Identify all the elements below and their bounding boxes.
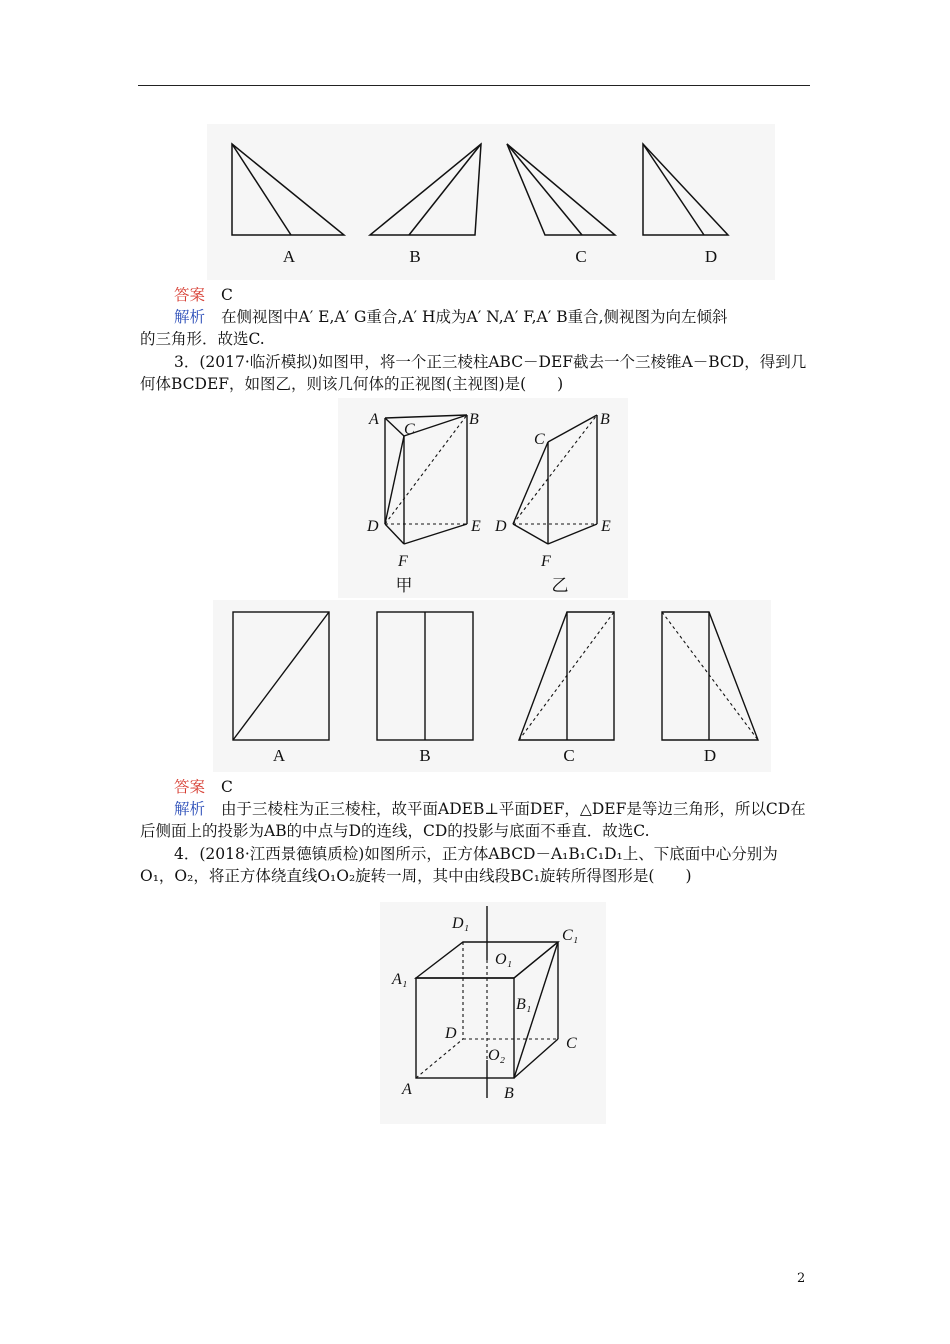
- option-label: D: [703, 746, 717, 765]
- vertex-label: B: [600, 411, 610, 428]
- vertex-label: B₁: [516, 996, 532, 1013]
- vertex-label: E: [601, 518, 611, 535]
- triangle-option-c: [507, 144, 615, 235]
- option-label: A: [272, 746, 286, 765]
- q3-question-line1: 3．(2017·临沂模拟)如图甲，将一个正三棱柱ABC－DEF截去一个三棱锥A－BCD，得到几: [174, 353, 807, 371]
- vertex-label: A: [369, 411, 379, 428]
- option-label: D: [704, 247, 718, 266]
- q2-analysis-line2: 的三角形．故选C.: [140, 330, 265, 348]
- analysis-text: 在侧视图中A′ E,A′ G重合,A′ H成为A′ N,A′ F,A′ B重合,侧视图为向左倾斜: [221, 308, 728, 326]
- figure-front-view-svg: [213, 600, 771, 772]
- vertex-label: B: [469, 411, 479, 428]
- figure-caption-jia: 甲: [395, 576, 413, 595]
- vertex-label: D: [367, 518, 379, 535]
- vertex-label: E: [471, 518, 481, 535]
- figure-cube-svg: [380, 902, 606, 1124]
- vertex-label: B: [504, 1085, 514, 1102]
- figure-side-view-svg: [207, 124, 775, 280]
- figure-side-view-options: [207, 124, 775, 280]
- q3-answer-line: [140, 776, 846, 798]
- option-label: A: [282, 247, 296, 266]
- vertex-label: C: [566, 1035, 577, 1052]
- option-label: C: [563, 746, 575, 765]
- q3-analysis-line1: [140, 798, 846, 820]
- analysis-text: 由于三棱柱为正三棱柱，故平面ADEB⊥平面DEF，△DEF是等边三角形，所以CD在: [221, 800, 806, 818]
- triangle-option-b: [370, 144, 481, 235]
- vertex-label: O₂: [488, 1047, 506, 1064]
- triangle-option-a: [232, 144, 344, 235]
- analysis-tag: 解析: [174, 800, 206, 818]
- vertex-label: D₁: [452, 915, 470, 932]
- analysis-tag: 解析: [174, 308, 206, 326]
- option-label: B: [419, 746, 431, 765]
- vertex-label: A: [402, 1081, 412, 1098]
- vertex-label: F: [541, 553, 551, 570]
- page-number: 2: [797, 1271, 806, 1286]
- answer-value: C: [221, 286, 233, 304]
- figure-prism-jia-yi: [338, 398, 628, 598]
- figure-caption-yi: 乙: [551, 576, 569, 595]
- q2-answer-line: [140, 284, 846, 306]
- q3-question-line2: 何体BCDEF，如图乙，则该几何体的正视图(主视图)是( ): [140, 375, 564, 393]
- answer-tag: 答案: [174, 778, 206, 796]
- q2-analysis-line1: [140, 306, 846, 328]
- q3-analysis-line2: 后侧面上的投影为AB的中点与D的连线，CD的投影与底面不垂直．故选C.: [140, 822, 650, 840]
- vertex-label: C: [534, 431, 545, 448]
- q4-question-line1: 4．(2018·江西景德镇质检)如图所示，正方体ABCD－A₁B₁C₁D₁上、下底面中心分别为: [174, 845, 778, 863]
- figure-cube: [380, 902, 606, 1124]
- vertex-label: C₁: [562, 927, 579, 944]
- figure-front-view-options: [213, 600, 771, 772]
- answer-value: C: [221, 778, 233, 796]
- option-label: C: [575, 247, 587, 266]
- answer-tag: 答案: [174, 286, 206, 304]
- q4-question-line2: O₁，O₂，将正方体绕直线O₁O₂旋转一周，其中由线段BC₁旋转所得图形是( ): [140, 867, 692, 885]
- triangle-option-d: [643, 144, 728, 235]
- vertex-label: A₁: [392, 971, 408, 988]
- vertex-label: D: [495, 518, 507, 535]
- header-rule: [138, 85, 810, 86]
- vertex-label: C: [404, 421, 415, 438]
- option-label: B: [409, 247, 421, 266]
- vertex-label: F: [398, 553, 408, 570]
- vertex-label: D: [445, 1025, 457, 1042]
- figure-prism-svg: [338, 398, 628, 598]
- vertex-label: O₁: [495, 951, 513, 968]
